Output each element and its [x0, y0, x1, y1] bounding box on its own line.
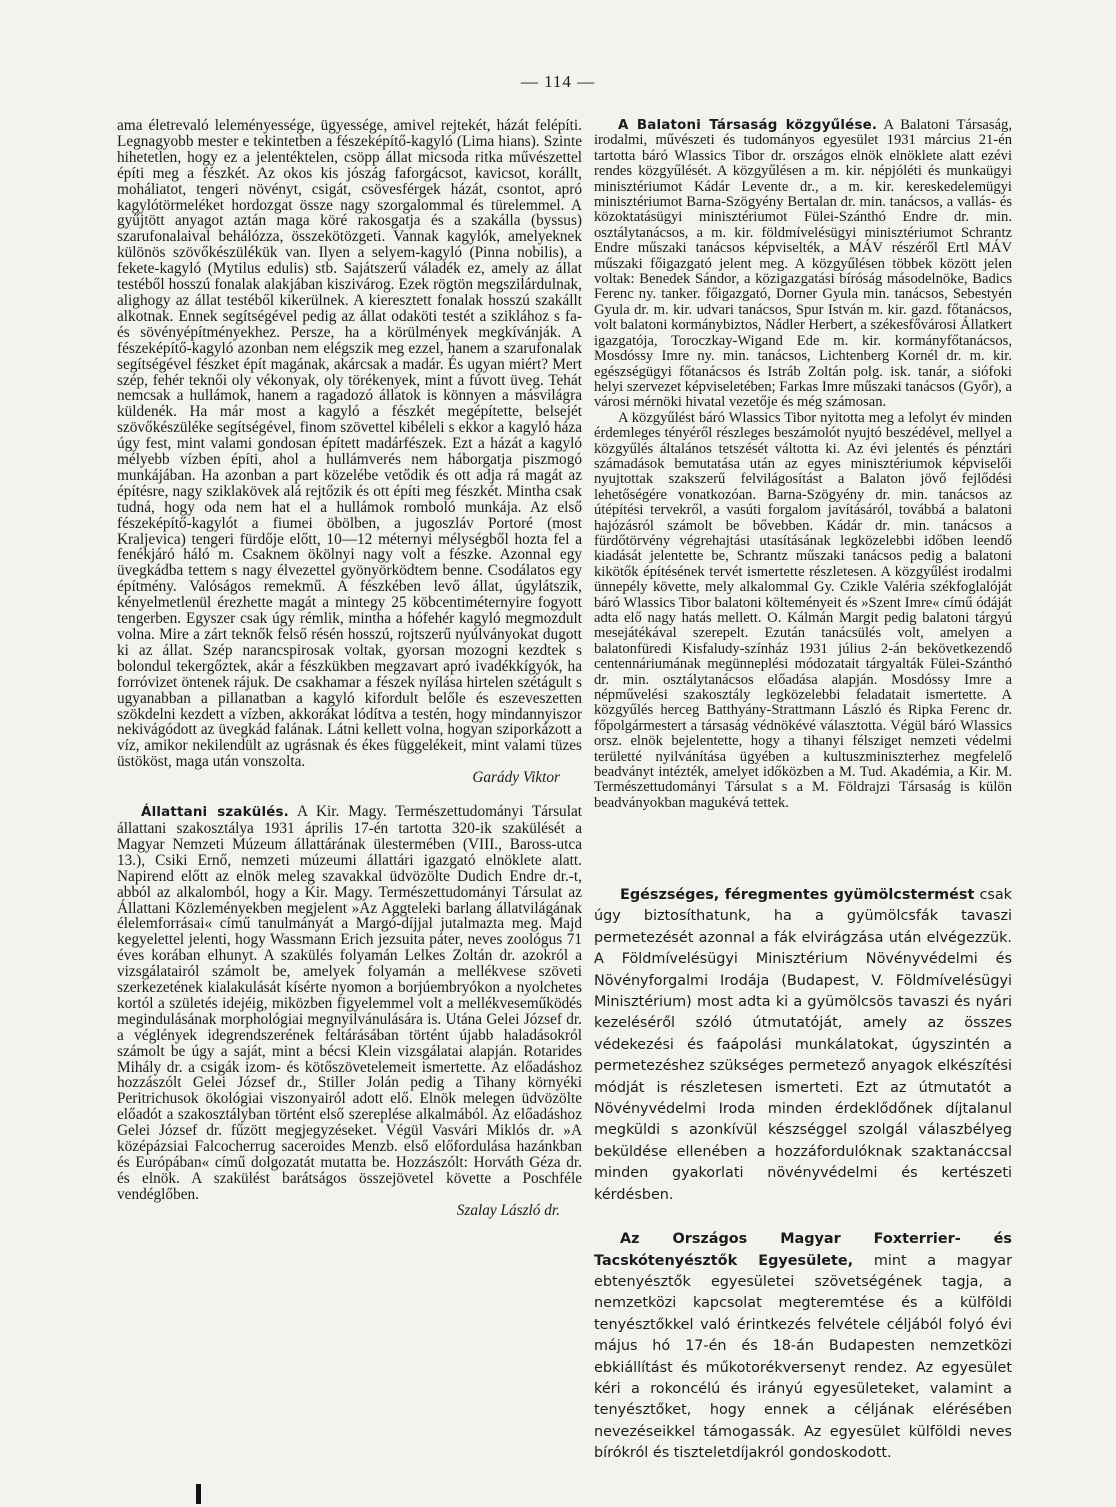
article-balatoni — [594, 118, 1012, 411]
article-allattani — [117, 804, 582, 1203]
article-foxterrier — [594, 1229, 1012, 1464]
article-kagylo-signature: Garády Viktor — [472, 769, 560, 787]
page-number: — 114 — — [520, 72, 596, 91]
article-allattani-signature: Szalay László dr. — [456, 1201, 560, 1219]
article-balatoni-text: A Balatoni Társaság, irodalmi, művészeti és tudományos egyesület 1931 március 21-én tartotta báró Wlassics Tibor dr. országos elnök elnöklete alatt ezévi rendes közgyűlését. A közgyűlésen a m. kir. népjóléti és munkaügyi minisztériumot Kádár Levente dr., a m. kir. kereskedelemügyi minisztériumot Barna-Szögyény Bertalan dr. min. tanácsos, a vallás- és közoktatásügyi minisztériumot Fülei-Szánthó Endre dr. min. osztálytanácsos, a m. kir. földmívelésügyi minisztériumot Schrantz Endre műszaki tanácsos képviselték, a MÁV részéről Ertl MÁV műszaki főigazgató jelent meg. A közgyűlésen többek között jelen voltak: Benedek Sándor, a közigazgatási bíróság másodelnöke, Badics Ferenc ny. tanker. főigazgató, Dorner Gyula min. tanácsos, Sebestyén Gyula dr. m. kir. udvari tanácsos, Spur István m. kir. gazd. főtanácsos, volt balatoni kormánybiztos, Nádler Herbert, a székesfővárosi Állatkert igazgatója, Toroczkay-Wigand Ede m. kir. kormányfőtanácsos, Mosdóssy Imre ny. min. tanácsos, Lichtenberg Kornél dr. m. kir. egészségügyi főtanácsos és Istráb Zoltán polg. isk. tanár, a siófoki helyi szervezet képviseletében; Farkas Imre műszaki tanácsos (Győr), a városi mérnöki hivatal vezetője és még számosan. — [594, 117, 1012, 411]
article-gyumolcs-heading: Egészséges, féregmentes gyümölcstermést — [620, 887, 975, 903]
article-gyumolcs-text: csak úgy biztosíthatunk, ha a gyümölcsfák tavaszi permetezését azonnal a fák elvirágzása után elvégezzük. A Földmívelésügyi Minisztérium Növényvédelmi és Növényforgalmi Irodája (Budapest, V. Földmívelésügyi Minisztérium) most adta ki a gyümölcsös tavaszi és nyári kezeléséről szóló útmutatóját, amely az összes védekezési és faápolási munkálatokat, úgyszintén a permetezéshez szükséges permetező anyagok elkészítési módját is részletesen ismerteti. Ezt az útmutatót a Növényvédelmi Iroda minden érdeklődőnek díjtalanul megküldi s azonkívül készséggel szolgál válaszbélyeg beküldése ellenében a hozzáfordulóknak szaktanáccsal minden gyakorlati növényvédelmi és kertészeti kérdésben. — [594, 887, 1013, 1203]
scan-mark — [196, 1484, 201, 1504]
right-lower-column — [594, 885, 1012, 1488]
article-allattani-heading: Állattani szakülés. — [141, 805, 289, 821]
article-kagylo-text: ama életrevaló leleményessége, ügyessége, amivel rejtekét, házát felépíti. Legnagyobb mester e tekintetben a fészeképítő-kagyló (Lima hians). Szinte hihetetlen, hogy ez a jelentéktelen, csöpp állat micsoda ritka művészettel építi meg a fészkét. Az okos kis jószág faforgácsot, kavicsot, korállt, moháliatot, tengeri növényt, csigát, csövesférgek házát, csontot, apró kagylótörmeléket hordozgat össze nagy szorgalommal és türelemmel. A gyűjtött anyagot aztán maga köré rakosgatja és a szakálla (byssus) szarufonalaival behálózza, összekötözgeti. Vannak kagylók, amelyeknek különös szövőkészülékük van. Ilyen a selyem-kagyló (Pinna nobilis), a fekete-kagyló (Mytilus edulis) stb. Sajátszerű váladék ez, amely az állat testéből hosszú fonalak alakjában kiszivárog. Ezek rögtön megszilárdulnak, alighogy az állat testéből kikerülnek. A kieresztett fonalak hosszú szakállt alkotnak. Ennek segítségével pedig az állat odaköti testét a sziklához s fa- és sövényépítményekhez. Persze, ha a körülmények megkívánják. A fészeképítő-kagyló azonban nem elégszik meg ezzel, hanem a szarufonalak segítségével fészket épít magának, akárcsak a madár. És ugyan miért? Mert szép, fehér teknői oly vékonyak, oly törékenyek, mint a fúvott üveg. Tehát nemcsak a hullámok, hanem a ragadozó állatok is könnyen a másvilágra küldenék. Ha már most a kagyló a fészkét megépítette, belsejét szövőkészüléke segítségével, finom szövettel kibéleli s ekkor a kagyló háza úgy fest, mint valami gondosan épített madárfészek. Ezt a házát a kagyló mélyebb vízben építi, ahol a hullámverés nem háborgatja piszmogó munkájában. Ha azonban a part közelébe vetődik és ott adja rá magát az építésre, nagy sziklakövek alá rejtőzik és ott építi meg fészkét. Mintha csak tudná, hogy oda nem hat el a hullámok romboló munkája. Az első fészeképítő-kagylót a fiumei öbölben, a jugoszláv Portoré (most Kraljevica) tengeri fürdője előtt, 10—12 méternyi mélységből hozta fel a fenékjáró háló m. Csaknem ökölnyi nagy volt a fészke. Azonnal egy üvegkádba tettem s nagy élvezettel gyönyörködtem benne. Csodálatos egy építmény. Valóságos remekmű. A fészkében levő állat, úgylátszik, kényelmetlenül érezhette magát a mintegy 25 köbcentiméternyire fogyott tengerben. Egyszer csak úgy rémlik, mintha a hófehér kagyló megmozdult volna. Mire a zárt teknők felső résén hosszú, rojtszerű nyúlványokat dugott ki az állat. Szép narancspirosak voltak, gyorsan mozogni kezdtek s bolondul tekergőztek, akár a fészkükben megzavart apró ivadékkígyók, ha forróvizet öntenek rájuk. De csakhamar a fészek nyílása hirtelen szétágult s ugyanabban a pillanatban a kagyló kifordult belőle és eszeveszetten szökdelni kezdett a vízben, akkorákat lódítva a testén, hogy mindannyiszor nekivágódott az üvegkád falának. Látni kellett volna, hogyan sziporkázott a víz, amikor nekilendült az ugrásnak és ékes függelékeit, mint valami tüzes üstököst, maga után vonszolta. — [117, 117, 582, 771]
left-column — [117, 118, 582, 1219]
article-allattani-text: A Kir. Magy. Természettudományi Társulat állattani szakosztálya 1931 április 17-én tartotta 320-ik szakülését a Magyar Nemzeti Múzeum állattárának ülestermében (VIII., Baross-utca 13.), Csiki Ernő, nemzeti múzeumi állattári igazgató elnöklete alatt. Napirend előtt az elnök meleg szavakkal üdvözölte Dudich Endre dr.-t, abból az alkalomból, hogy a Kir. Magy. Természettudományi Társulat az Állattani Közleményekben megjelent »Az Aggteleki barlang állatvilágának élelemforrásai« című tanulmányát a Margó-díjjal jutalmazta meg. Majd kegyelettel jelenti, hogy Wassmann Erich jezsuita páter, neves zoológus 71 éves korában elhunyt. A szakülés folyamán Lelkes Zoltán dr. azokról a vizsgálatairól számolt be, amelyek folyamán a mellékvese szöveti szerkezetének kialakulását kísérte nyomon a borjúembryókon a nyolchetes kortól a születés idejéig, miközben figyelemmel volt a mellékveseműködés megindulásának morphológiai megnyilvánulására is. Utána Gelei József dr. a véglények idegrendszerének feltárásában történt újabb haladásokról számolt be úgy a saját, mint a bécsi Klein vizsgálatai alapján. Rotarides Mihály dr. a csigák izom- és kötőszövetelemeit ismertette. Az előadáshoz hozzászólt Gelei József dr., Stiller Jolán pedig a Tihany környéki Peritrichusok ökológiai viszonyairól adott elő. Elnök melegen üdvözölte előadót a szakosztályban történt első szereplése alkalmából. Az előadáshoz Gelei József dr. fűzött megjegyzéseket. Végül Vasvári Miklós dr. »A középázsiai Falcocherrug saceroides Menzb. első előfordulása hazánkban és Európában« című dolgozatát mutatta be. Hozzászólt: Horváth Géza dr. és elnök. A szakülést barátságos összejövetel követte a Poschféle vendéglőben. — [117, 803, 582, 1203]
article-balatoni-heading: A Balatoni Társaság közgyűlése. — [618, 118, 878, 133]
article-balatoni-continued: A közgyűlést báró Wlassics Tibor nyitotta meg a lefolyt év minden érdemleges tényéről részleges beszámolót nyujtó beszédével, mellyel a közgyűlés általános tetszését váltotta ki. Az évi jelentés és pénztári számadások bemutatása után az egyes minisztériumok képviselői nyujtottak szakszerű felvilágosítást a Balaton jövő fejlődési lehetőségére vonatkozóan. Barna-Szögyény dr. min. tanácsos az útépítési tervekről, a vasúti forgalom javításáról, továbbá a balatoni hajózásról számolt be bővebben. Kádár dr. min. tanácsos a fürdőtörvény végrehajtási utasításának legközelebbi időben leendő kiadását jelentette be, Schrantz műszaki tanácsos pedig a balatoni kikötők építésének tervét ismertette részletesen. A közgyűlést irodalmi ünnepély követte, mely alkalommal Gy. Czikle Valéria székfoglalóját báró Wlassics Tibor balatoni költeményeit és »Szent Imre« című ódáját adta elő nagy hatás mellett. O. Kálmán Margit pedig balatoni tárgyú mesejátékával szerepelt. Ezután tanácsülés volt, amelyen a balatonfüredi Kisfaludy-színház 1931 július 2-án bekövetkezendő centennáriumának megünneplési módozatait tárgyalták Fülei-Szánthó dr. min. osztálytanácsos előadása alapján. Mosdóssy Imre a népművelési szakosztály legközelebbi feladatait ismertette. A közgyűlés herceg Batthyány-Strattmann László és Ripka Ferenc dr. főpolgármestert a társaság védnökévé választotta. Végül báró Wlassics orsz. elnök bejelentette, hogy a tihanyi félsziget nemzeti védelmi területté nyilvánítása ügyében a kultuszminiszterhez megfelelő beadványt intézték, amelyet időközben a M. Tud. Akadémia, a Kir. M. Természettudományi Társulat s a M. Földrajzi Társaság is külön beadványokban magukévá tettek. — [594, 409, 1012, 811]
article-gyumolcs — [594, 885, 1012, 1206]
right-column — [594, 118, 1012, 811]
article-foxterrier-heading: Az Országos Magyar Foxterrier- és Tacskótenyésztők Egyesülete, — [594, 1231, 1012, 1269]
article-foxterrier-text: mint a magyar ebtenyésztők egyesületei szövetségének tagja, a nemzetközi kapcsolat megteremtése és a külföldi tenyésztőkkel való érintkezés felvétele céljából folyó évi május hó 17-én és 18-án Budapesten nemzetközi ebkiállítást és műkotorékversenyt rendez. Az egyesület kéri a rokoncélú és irányú egyesületeket, valamint a tenyésztőket, hogy ennek a céljának elérésében nevezéseikkel támogassák. Az egyesület külföldi neves bírókról és tiszteletdíjakról gondoskodott. — [594, 1252, 1013, 1462]
